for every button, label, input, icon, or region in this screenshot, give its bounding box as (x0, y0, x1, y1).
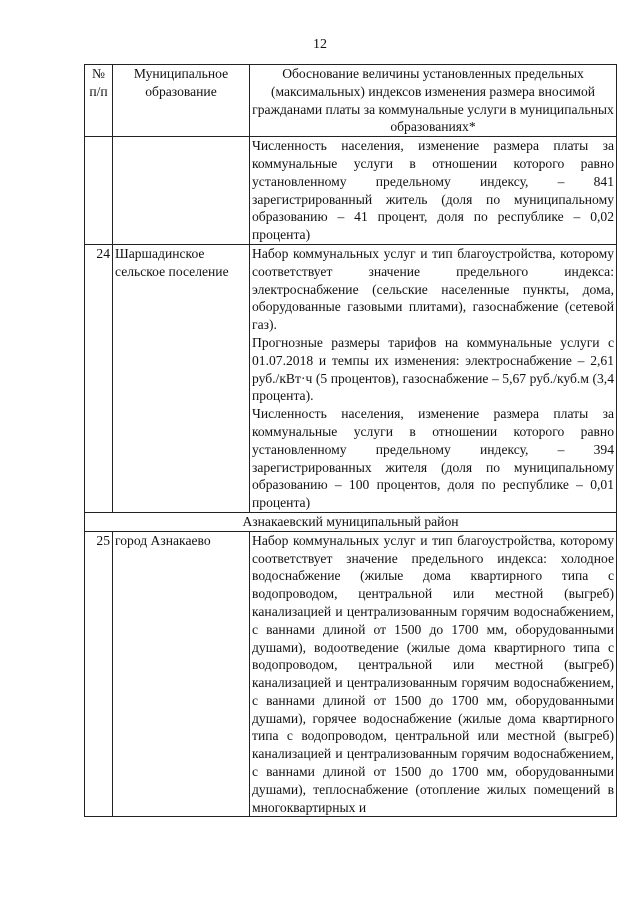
header-justification: Обоснование величины установленных предельных (максимальных) индексов изменения размера вносимой гражданами платы за коммунальные услуги в муниципальных образованиях* (250, 65, 617, 137)
table-row-24 (85, 244, 617, 512)
header-number: № п/п (85, 65, 113, 137)
district-row (85, 512, 617, 531)
page-number: 12 (313, 37, 327, 52)
services-paragraph: Набор коммунальных услуг и тип благоустройства, которому соответствует значение предельного индекса: электроснабжение (сельские населенные пункты, дома, оборудованные газовыми плитами), газоснабжение (сетевой газ). (252, 245, 614, 333)
table-header-row (85, 65, 617, 137)
row-justification (250, 244, 617, 512)
population-paragraph: Численность населения, изменение размера платы за коммунальные услуги в отношении которого равно установленному предельному индексу, – 841 зарегистрированный житель (доля по муниципальному образованию – 41 процент, доля по республике – 0,02 процента) (252, 138, 614, 243)
tariffs-paragraph: Прогнозные размеры тарифов на коммунальные услуги с 01.07.2018 и темпы их изменения: электроснабжение – 2,61 руб./кВт·ч (5 процентов), газоснабжение – 5,67 руб./куб.м (3,4 процента). (252, 334, 614, 404)
district-label: Азнакаевский муниципальный район (85, 512, 617, 531)
row-justification (250, 137, 617, 245)
tariff-index-table (84, 64, 617, 817)
table-row-continued (85, 137, 617, 245)
row-municipality: Шаршадинское сельское поселение (113, 244, 250, 512)
population-paragraph: Численность населения, изменение размера платы за коммунальные услуги в отношении которого равно установленному предельному индексу, – 394 зарегистрированных жителя (доля по муниципальному образованию – 100 процентов, доля по республике – 0,01 процента) (252, 406, 614, 511)
row-number (85, 137, 113, 245)
row-number: 25 (85, 531, 113, 817)
row-justification (250, 531, 617, 817)
table-row-25 (85, 531, 617, 817)
row-municipality: город Азнакаево (113, 531, 250, 817)
header-municipality: Муниципальное образование (113, 65, 250, 137)
services-paragraph: Набор коммунальных услуг и тип благоустройства, которому соответствует значение предельного индекса: холодное водоснабжение (жилые дома квартирного типа с водопроводом, центральной или местной (выгреб) канализацией и централизованным горячим водоснабжением, с ваннами длиной от 1500 до 1700 мм, оборудованными душами), водоотведение (жилые дома квартирного типа с водопроводом, центральной или местной (выгреб) канализацией и централизованным горячим водоснабжением, с ваннами длиной от 1500 до 1700 мм, оборудованными душами), горячее водоснабжение (жилые дома квартирного типа с водопроводом, центральной или местной (выгреб) канализацией и централизованным горячим водоснабжением, с ваннами длиной от 1500 до 1700 мм, оборудованными душами), теплоснабжение (отопление жилых помещений в многоквартирных и (252, 532, 614, 815)
row-municipality (113, 137, 250, 245)
row-number: 24 (85, 244, 113, 512)
